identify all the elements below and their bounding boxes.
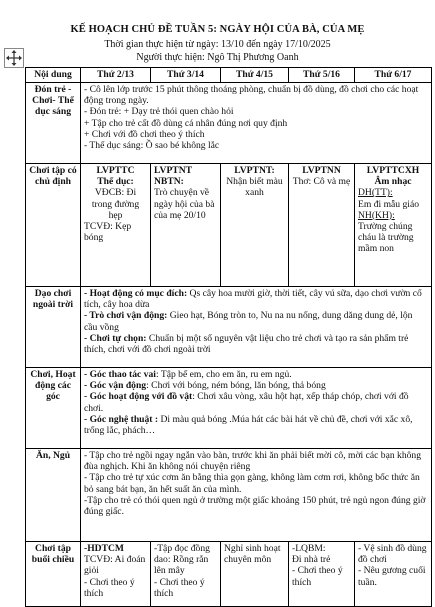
plan-time: Thời gian thực hiện từ ngày: 13/10 đến ngày 17/10/2025 [104, 39, 331, 50]
plan-title: KẾ HOẠCH CHỦ ĐỀ TUẦN 5: NGÀY HỘI CỦA BÀ, CỦA MẸ [70, 24, 365, 35]
meals-line: -Tập cho trẻ có thói quen ngủ ở trường một giấc khoảng 150 phút, trẻ ngủ ngon đúng giờ đúng giấc. [84, 494, 426, 518]
outdoor-content [81, 287, 432, 368]
welcome-line: + Tập cho trẻ cất đồ dùng cá nhân đúng nơi quy định [84, 117, 288, 129]
afternoon-monday [81, 542, 151, 607]
welcome-line: - Đón trẻ: + Dạy trẻ thói quen chào hỏi [84, 106, 234, 118]
corner-item [84, 391, 428, 413]
header-content: Nội dung [26, 68, 81, 83]
activity-domain: LVPTTC [96, 165, 135, 176]
table-row-meals [26, 449, 432, 542]
activity-text: Nhận biết màu xanh [226, 176, 283, 199]
welcome-line: - Cô lên lớp trước 15 phút thông thoáng phòng, chuẩn bị đồ dùng, đồ chơi cho các hoạt động trong ngày. [84, 84, 419, 107]
activity-domain: LVPTNT: [234, 165, 275, 176]
weekly-plan-table [25, 67, 432, 607]
corner-item [84, 414, 428, 436]
item-label: - Góc vận động [84, 380, 147, 392]
header-friday: Thứ 6/17 [355, 68, 432, 83]
activity-domain: LVPTNN [302, 165, 341, 176]
afternoon-tuesday [151, 542, 221, 607]
meals-line: - Tập cho trẻ ngồi ngay ngắn vào bàn, trước khi ăn phải biết mời cô, mời các bạn không đùa nghịch. Khi ăn không nói chuyện riêng [84, 450, 422, 473]
welcome-line: - Thể dục sáng: Ồ sao bé không lắc [84, 140, 220, 152]
activity-domain: LVPTNT [154, 165, 193, 176]
table-header-row [26, 68, 432, 83]
afternoon-line: - Chơi theo ý thích [292, 565, 343, 588]
afternoon-friday [355, 542, 432, 607]
activity-text: DH(TT): [358, 187, 393, 199]
activity-text: TCVĐ: Kẹp bóng [84, 221, 132, 244]
activity-text: Thơ: Cô và mẹ [292, 176, 351, 188]
afternoon-line: - Nêu gương cuối tuần. [358, 565, 426, 588]
activity-subject: NBTN: [154, 176, 184, 188]
activity-domain: LVPTTCXH [366, 165, 420, 176]
activity-thursday [289, 164, 355, 287]
item-text: : Chơi xâu vòng, xâu hột hạt, xếp tháp chóp, chơi với đồ chơi. [84, 391, 409, 414]
afternoon-line: -LQBM: [292, 543, 326, 554]
item-label: - Góc nghệ thuật : [84, 413, 159, 425]
activity-subject: Thể dục: [97, 176, 134, 188]
meals-content [81, 449, 432, 542]
activity-text: VĐCB: Đi trong đường hẹp [91, 187, 140, 221]
item-label: - Chơi tự chọn: [84, 332, 147, 344]
activity-monday [81, 164, 151, 287]
item-text: Chuẩn bị một số nguyên vật liệu cho trẻ chơi và tạo ra sản phẩm trẻ thích, chơi với đồ chơi ngoài trời [84, 332, 409, 356]
header-tuesday: Thứ 3/14 [151, 68, 221, 83]
afternoon-line: - Vệ sinh đồ dùng đồ chơi [358, 543, 427, 566]
activity-text: NH(KH): [358, 209, 395, 221]
item-label: - Góc thao tác vai [84, 369, 156, 380]
afternoon-line: TCVĐ: Ai đoán giỏi [84, 554, 146, 577]
table-row-outdoor [26, 287, 432, 368]
activity-friday [355, 164, 432, 287]
outdoor-item [84, 288, 428, 310]
activity-subject: Âm nhạc [374, 176, 412, 188]
welcome-content [81, 83, 432, 164]
meals-line: - Tập cho trẻ tự xúc cơm ăn bằng thìa gọn gàng, không làm cơm rơi, không bốc thức ăn bỏ sang bát bạn, ăn hết suất ăn của mình. [84, 472, 420, 495]
welcome-line: + Chơi với đồ chơi theo ý thích [84, 128, 205, 140]
row-head-meals: Ăn, Ngủ [26, 449, 81, 542]
afternoon-line: Nghỉ sinh hoạt chuyên môn [224, 543, 281, 566]
afternoon-line: -HDTCM [84, 543, 124, 554]
header-monday: Thứ 2/13 [81, 68, 151, 83]
afternoon-thursday [289, 542, 355, 607]
row-head-corners: Chơi, Hoạt động các góc [26, 368, 81, 449]
header-thursday: Thứ 5/16 [289, 68, 355, 83]
item-label: - Trò chơi vận động: [84, 310, 168, 322]
row-head-outdoor: Dạo chơi ngoài trời [26, 287, 81, 368]
plan-teacher: Người thực hiện: Ngô Thị Phương Oanh [136, 52, 299, 63]
item-label: - Góc hoạt động với đồ vật [84, 391, 193, 403]
corners-content [81, 368, 432, 449]
afternoon-line: Đi nhà trẻ [292, 554, 331, 566]
table-row-corners [26, 368, 432, 449]
corner-item [84, 369, 428, 380]
row-head-afternoon: Chơi tập buổi chiều [26, 542, 81, 607]
afternoon-line: -Tập đọc đồng dao: Rồng rắn lên mây [154, 543, 210, 577]
activity-text: Trò chuyện về ngày hội của bà của mẹ 20/10 [154, 187, 215, 221]
header-wednesday: Thứ 4/15 [221, 68, 289, 83]
outdoor-item [84, 310, 428, 332]
table-row-activities [26, 164, 432, 287]
item-text: Di màu quả bóng .Múa hát các bài hát về chủ đề, chơi với xắc xô, trống lắc, phách… [84, 413, 413, 437]
item-label: - Hoạt động có mục đích: [84, 288, 188, 299]
activity-text: Em đi mẫu giáo [358, 198, 420, 210]
outdoor-item [84, 333, 428, 355]
item-text: : Chơi với bóng, ném bóng, lăn bóng, thả bóng [146, 380, 326, 392]
table-row-welcome [26, 83, 432, 164]
activity-tuesday [151, 164, 221, 287]
corner-item [84, 380, 428, 391]
item-text: Gieo hạt, Bóng tròn to, Nu na nu nống, dung dăng dung dẻ, lộn cầu vồng [84, 310, 413, 333]
afternoon-line: - Chơi theo ý thích [84, 576, 135, 599]
item-text: Qs cây hoa mười giờ, thời tiết, cây vú sữa, dạo chơi vườn cổ tích, cây hoa dừa [84, 288, 422, 311]
activity-text: Trường chúng cháu là trường mầm non [358, 221, 414, 255]
item-text: : Tập bế em, cho em ăn, ru em ngủ. [155, 369, 292, 380]
table-row-afternoon [26, 542, 432, 607]
afternoon-wednesday [221, 542, 289, 607]
afternoon-line: - Chơi theo ý thích [154, 576, 205, 599]
row-head-welcome: Đón trẻ - Chơi- Thể dục sáng [26, 83, 81, 164]
activity-wednesday [221, 164, 289, 287]
row-head-activities: Chơi tập có chủ định [26, 164, 81, 287]
